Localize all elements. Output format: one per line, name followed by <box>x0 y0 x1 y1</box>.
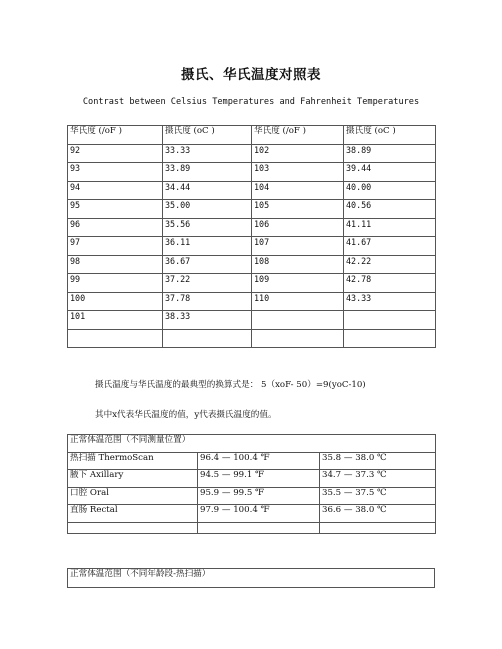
table-cell: 36.6 — 38.0 ℃ <box>320 505 436 523</box>
table-cell: 103 <box>252 163 344 182</box>
table-row <box>68 452 436 470</box>
table-cell: 106 <box>252 218 344 237</box>
table-cell: 95.9 — 99.5 ℉ <box>198 487 320 505</box>
table-cell: 口腔 Oral <box>68 487 198 505</box>
table-row <box>68 163 436 182</box>
table-cell: 96 <box>68 218 163 237</box>
table-cell: 35.56 <box>163 218 252 237</box>
table-cell: 35.00 <box>163 200 252 219</box>
table-cell: 98 <box>68 255 163 274</box>
table-cell: 95 <box>68 200 163 219</box>
table-cell <box>163 329 252 348</box>
table-cell: 33.89 <box>163 163 252 182</box>
table-row <box>68 311 436 330</box>
formula-text: 摄氏温度与华氏温度的最典型的换算式是： 5（xoF- 50）=9(yoC-10) <box>95 380 366 390</box>
explanation-text: 其中x代表华氏温度的值，y代表摄氏温度的值。 <box>95 410 277 420</box>
table-cell: 39.44 <box>344 163 436 182</box>
table-cell: 37.78 <box>163 292 252 311</box>
table-cell: 97.9 — 100.4 ℉ <box>198 505 320 523</box>
table-row <box>68 237 436 256</box>
table-cell <box>252 329 344 348</box>
table-cell: 36.11 <box>163 237 252 256</box>
table-cell: 107 <box>252 237 344 256</box>
table-cell: 104 <box>252 181 344 200</box>
table-cell: 93 <box>68 163 163 182</box>
table-cell: 41.11 <box>344 218 436 237</box>
conversion-table <box>67 125 436 348</box>
table-cell: 92 <box>68 144 163 163</box>
table-cell: 热扫描 ThermoScan <box>68 452 198 470</box>
table-cell: 34.7 — 37.3 ℃ <box>320 470 436 488</box>
normal-range-table <box>67 434 436 534</box>
table-cell: 直肠 Rectal <box>68 505 198 523</box>
table-cell: 42.22 <box>344 255 436 274</box>
table-cell: 97 <box>68 237 163 256</box>
age-table-title: 正常体温范围（不同年龄段-热扫描） <box>68 569 435 588</box>
column-header: 摄氏度 (oC ) <box>163 126 252 145</box>
table-cell: 33.33 <box>163 144 252 163</box>
table-row <box>68 487 436 505</box>
table-row <box>68 292 436 311</box>
table-cell: 36.67 <box>163 255 252 274</box>
age-range-table <box>67 568 435 588</box>
column-header: 华氏度 (/oF ) <box>252 126 344 145</box>
table-cell: 37.22 <box>163 274 252 293</box>
table-cell: 101 <box>68 311 163 330</box>
table-cell: 94.5 — 99.1 ℉ <box>198 470 320 488</box>
table-row <box>68 144 436 163</box>
table-cell: 38.33 <box>163 311 252 330</box>
table-row <box>68 522 436 533</box>
table-cell <box>344 329 436 348</box>
table-row <box>68 274 436 293</box>
table-cell <box>68 522 198 533</box>
table-cell: 38.89 <box>344 144 436 163</box>
table-cell: 34.44 <box>163 181 252 200</box>
table-row <box>68 181 436 200</box>
column-header: 华氏度 (/oF ) <box>68 126 163 145</box>
table-header-row <box>68 126 436 145</box>
table-cell: 109 <box>252 274 344 293</box>
table-row <box>68 218 436 237</box>
table-cell: 35.5 — 37.5 ℃ <box>320 487 436 505</box>
table-title-row <box>68 569 435 588</box>
table-cell: 腋下 Axillary <box>68 470 198 488</box>
table-cell: 41.67 <box>344 237 436 256</box>
table-cell: 96.4 — 100.4 ℉ <box>198 452 320 470</box>
table-row <box>68 329 436 348</box>
table-cell: 94 <box>68 181 163 200</box>
table-title-row <box>68 435 436 453</box>
table-cell: 102 <box>252 144 344 163</box>
table-cell: 43.33 <box>344 292 436 311</box>
table-cell: 110 <box>252 292 344 311</box>
table-cell: 100 <box>68 292 163 311</box>
table-cell <box>68 329 163 348</box>
table-row <box>68 470 436 488</box>
table-cell: 35.8 — 38.0 ℃ <box>320 452 436 470</box>
table-cell <box>198 522 320 533</box>
table-cell: 99 <box>68 274 163 293</box>
table-cell: 40.56 <box>344 200 436 219</box>
table-cell: 108 <box>252 255 344 274</box>
document-subtitle: Contrast between Celsius Temperatures and Fahrenheit Temperatures <box>82 97 420 107</box>
table-cell: 105 <box>252 200 344 219</box>
table-cell: 40.00 <box>344 181 436 200</box>
column-header: 摄氏度 (oC ) <box>344 126 436 145</box>
table-cell <box>344 311 436 330</box>
table-cell: 42.78 <box>344 274 436 293</box>
table-row <box>68 200 436 219</box>
table-row <box>68 505 436 523</box>
range-table-title: 正常体温范围（不同测量位置） <box>68 435 436 453</box>
table-cell <box>252 311 344 330</box>
table-cell <box>320 522 436 533</box>
document-title: 摄氏、华氏温度对照表 <box>181 67 321 83</box>
table-row <box>68 255 436 274</box>
